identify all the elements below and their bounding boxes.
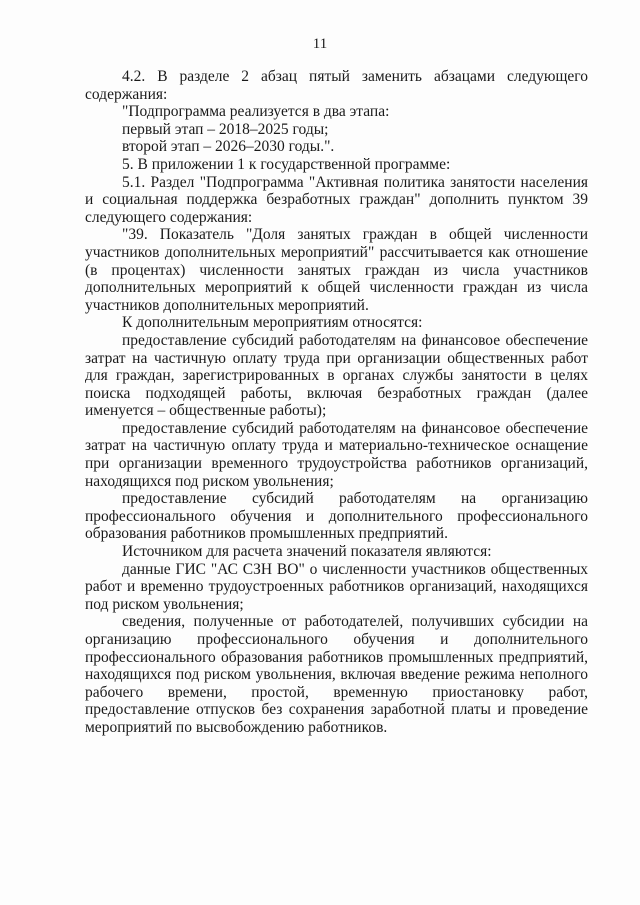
paragraph: "Подпрограмма реализуется в два этапа: [122,103,390,121]
paragraph: данные ГИС "АС СЗН ВО" о численности участников общественных работ и временно трудоустроенных работников организаций, находящихся под риском увольнения; [85,560,588,613]
paragraph: второй этап – 2026–2030 годы.". [122,138,335,156]
paragraph: "39. Показатель "Доля занятых граждан в общей численности участников дополнительных мероприятий" рассчитывается как отношение (в процентах) численности занятых граждан из числа участников дополнительных мероприятий к общей численности граждан из числа участников дополнительных мероприятий. [85,226,588,314]
paragraph: предоставление субсидий работодателям на организацию профессионального обучения и дополнительного профессионального образования работников промышленных предприятий. [85,490,588,543]
paragraph: 4.2. В разделе 2 абзац пятый заменить абзацами следующего содержания: [85,68,588,103]
page-number: 11 [312,36,328,52]
paragraph: первый этап – 2018–2025 годы; [122,120,329,138]
paragraph: 5.1. Раздел "Подпрограмма "Активная политика занятости населения и социальная поддержка безработных граждан" дополнить пунктом 39 следующего содержания: [85,173,588,226]
document-body [85,68,588,737]
paragraph: Источником для расчета значений показателя являются: [122,543,492,561]
paragraph: К дополнительным мероприятиям относятся: [122,314,423,332]
paragraph: предоставление субсидий работодателям на финансовое обеспечение затрат на частичную оплату труда при организации общественных работ для граждан, зарегистрированных в органах службы занятости в целях поиска подходящей работы, включая безработных граждан (далее именуется – общественные работы); [85,331,588,420]
paragraph: сведения, полученные от работодателей, получивших субсидии на организацию профессионального обучения и дополнительного профессионального образования работников промышленных предприятий, находящихся под риском увольнения, включая введение режима неполного рабочего времени, простой, временную приостановку работ, предоставление отпусков без сохранения заработной платы и проведение мероприятий по высвобождению работников. [85,613,588,736]
paragraph: предоставление субсидий работодателям на финансовое обеспечение затрат на частичную оплату труда и материально-техническое оснащение при организации временного трудоустройства работников организаций, находящихся под риском увольнения; [85,419,588,490]
paragraph: 5. В приложении 1 к государственной программе: [122,155,451,173]
